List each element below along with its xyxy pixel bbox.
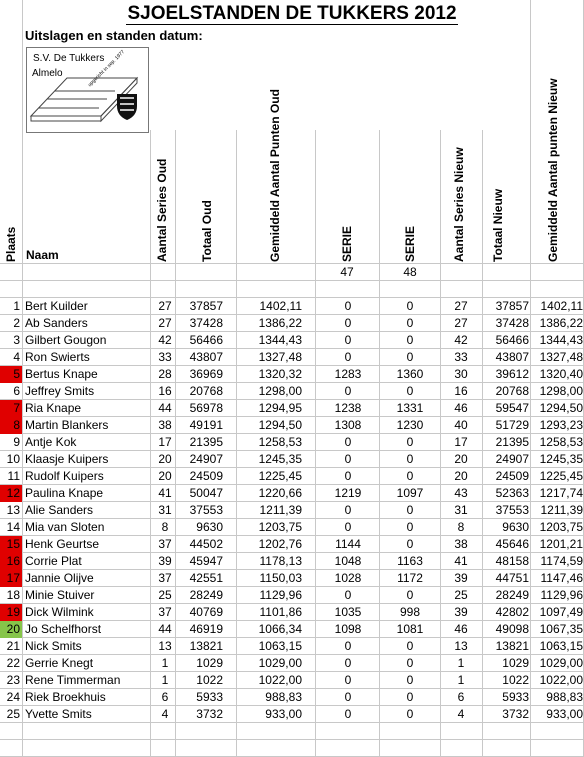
- cell-plaats: 21: [6, 639, 20, 653]
- cell-series-oud: 31: [158, 503, 172, 517]
- cell-series-oud: 44: [158, 622, 172, 636]
- cell-series-oud: 1: [161, 673, 169, 687]
- cell-naam: Yvette Smits: [25, 707, 92, 721]
- cell-totaal-oud: 37553: [189, 503, 223, 517]
- cell-serie-48: 0: [406, 350, 414, 364]
- cell-totaal-nieuw: 28249: [495, 588, 529, 602]
- table-row: [0, 587, 584, 604]
- cell-gem-oud: 1211,39: [259, 503, 302, 517]
- table-row: [0, 655, 584, 672]
- cell-serie-47: 1048: [334, 554, 362, 568]
- cell-serie-47: 0: [344, 639, 352, 653]
- table-row: [0, 502, 584, 519]
- cell-gem-nieuw: 1225,45: [539, 469, 583, 483]
- cell-serie-47: 1238: [334, 401, 362, 415]
- cell-serie-47: 0: [344, 520, 352, 534]
- cell-gem-nieuw: 1327,48: [539, 350, 583, 364]
- cell-totaal-oud: 40769: [189, 605, 223, 619]
- table-row: [0, 366, 584, 383]
- cell-serie-48: 1097: [396, 486, 424, 500]
- cell-series-nieuw: 38: [454, 537, 468, 551]
- cell-serie-47: 0: [344, 469, 352, 483]
- table-row: [0, 638, 584, 655]
- table-row: [0, 519, 584, 536]
- cell-serie-47: 0: [344, 673, 352, 687]
- cell-serie-47: 0: [344, 690, 352, 704]
- cell-plaats: 23: [6, 673, 20, 687]
- cell-series-oud: 37: [158, 605, 172, 619]
- cell-series-nieuw: 1: [457, 673, 465, 687]
- cell-series-nieuw: 46: [454, 622, 468, 636]
- sheet-title: SJOELSTANDEN DE TUKKERS 2012: [127, 3, 457, 24]
- cell-gem-oud: 1344,43: [258, 333, 302, 347]
- cell-naam: Riek Broekhuis: [25, 690, 106, 704]
- serie-number-47: 47: [340, 265, 354, 279]
- cell-serie-48: 0: [406, 435, 414, 449]
- table-row: [0, 604, 584, 621]
- cell-plaats: 10: [6, 452, 20, 466]
- cell-series-oud: 1: [161, 656, 169, 670]
- cell-totaal-oud: 45947: [189, 554, 223, 568]
- cell-naam: Jeffrey Smits: [25, 384, 95, 398]
- cell-series-nieuw: 17: [454, 435, 468, 449]
- cell-serie-48: 0: [406, 299, 414, 313]
- cell-naam: Bertus Knape: [25, 367, 98, 381]
- cell-series-oud: 27: [158, 316, 172, 330]
- cell-naam: Jo Schelfhorst: [25, 622, 102, 636]
- cell-series-oud: 25: [158, 588, 172, 602]
- cell-serie-47: 0: [344, 333, 352, 347]
- cell-serie-47: 0: [344, 707, 352, 721]
- cell-series-oud: 41: [158, 486, 172, 500]
- cell-totaal-nieuw: 1029: [502, 656, 529, 670]
- table-row: [0, 536, 584, 553]
- cell-naam: Antje Kok: [25, 435, 77, 449]
- cell-plaats: 11: [7, 469, 20, 483]
- cell-series-oud: 42: [158, 333, 172, 347]
- table-row: [0, 349, 584, 366]
- cell-serie-48: 0: [406, 537, 414, 551]
- cell-serie-48: 0: [406, 639, 414, 653]
- cell-totaal-nieuw: 1022: [502, 673, 529, 687]
- cell-totaal-oud: 43807: [189, 350, 223, 364]
- logo-city: Almelo: [32, 68, 63, 79]
- cell-serie-48: 0: [406, 690, 414, 704]
- date-label: Uitslagen en standen datum:: [25, 28, 203, 43]
- table-row: [0, 315, 584, 332]
- cell-series-nieuw: 20: [454, 452, 468, 466]
- cell-totaal-oud: 21395: [189, 435, 223, 449]
- cell-serie-47: 1308: [334, 418, 362, 432]
- cell-totaal-oud: 44502: [189, 537, 223, 551]
- cell-plaats: 1: [13, 299, 20, 313]
- table-row: [0, 689, 584, 706]
- cell-gem-oud: 1320,32: [258, 367, 302, 381]
- header-plaats: Plaats: [4, 226, 18, 262]
- cell-totaal-oud: 56466: [189, 333, 223, 347]
- cell-gem-oud: 1063,15: [258, 639, 302, 653]
- cell-serie-48: 1163: [397, 554, 423, 568]
- cell-totaal-nieuw: 13821: [495, 639, 529, 653]
- cell-naam: Rene Timmerman: [25, 673, 121, 687]
- cell-plaats: 7: [0, 400, 22, 417]
- cell-plaats: 4: [13, 350, 20, 364]
- cell-gem-oud: 1066,34: [258, 622, 302, 636]
- header-series-nieuw: Aantal Series Nieuw: [452, 147, 466, 262]
- cell-series-oud: 39: [158, 554, 172, 568]
- cell-totaal-oud: 1029: [196, 656, 223, 670]
- cell-gem-nieuw: 1402,11: [540, 299, 583, 313]
- cell-gem-nieuw: 988,83: [546, 690, 583, 704]
- cell-plaats: 3: [13, 333, 20, 347]
- cell-totaal-oud: 37428: [189, 316, 223, 330]
- cell-totaal-nieuw: 51729: [495, 418, 529, 432]
- cell-totaal-oud: 49191: [189, 418, 223, 432]
- cell-totaal-oud: 36969: [189, 367, 223, 381]
- cell-series-nieuw: 39: [454, 571, 468, 585]
- cell-serie-48: 0: [406, 333, 414, 347]
- cell-totaal-oud: 13821: [189, 639, 223, 653]
- cell-plaats: 6: [13, 384, 20, 398]
- cell-plaats: 13: [6, 503, 20, 517]
- cell-serie-48: 1230: [396, 418, 424, 432]
- cell-totaal-oud: 42551: [189, 571, 223, 585]
- cell-naam: Mia van Sloten: [25, 520, 105, 534]
- cell-totaal-oud: 3732: [196, 707, 223, 721]
- cell-serie-48: 0: [406, 452, 414, 466]
- cell-serie-48: 1081: [396, 622, 424, 636]
- cell-series-nieuw: 41: [454, 554, 468, 568]
- cell-naam: Henk Geurtse: [25, 537, 100, 551]
- header-serie-47: SERIE: [340, 225, 354, 262]
- cell-series-oud: 16: [158, 384, 172, 398]
- cell-gem-nieuw: 1211,39: [540, 503, 583, 517]
- cell-plaats: 16: [0, 553, 22, 570]
- cell-gem-oud: 1258,53: [258, 435, 302, 449]
- cell-gem-nieuw: 1258,53: [539, 435, 583, 449]
- cell-naam: Dick Wilmink: [25, 605, 94, 619]
- cell-gem-nieuw: 1298,00: [539, 384, 583, 398]
- cell-series-nieuw: 27: [454, 316, 468, 330]
- table-row: [0, 298, 584, 315]
- cell-gem-oud: 1101,86: [259, 605, 302, 619]
- cell-naam: Ron Swierts: [25, 350, 90, 364]
- cell-totaal-nieuw: 21395: [495, 435, 529, 449]
- table-row: [0, 417, 584, 434]
- cell-plaats: 19: [0, 604, 22, 621]
- cell-totaal-nieuw: 48158: [495, 554, 529, 568]
- header-naam: Naam: [26, 248, 59, 262]
- cell-totaal-nieuw: 20768: [495, 384, 529, 398]
- table-row: [0, 332, 584, 349]
- cell-totaal-nieuw: 43807: [495, 350, 529, 364]
- table-row: [0, 383, 584, 400]
- cell-serie-48: 0: [406, 520, 414, 534]
- header-series-oud: Aantal Series Oud: [155, 158, 169, 262]
- cell-series-nieuw: 20: [454, 469, 468, 483]
- cell-totaal-nieuw: 59547: [495, 401, 529, 415]
- cell-gem-oud: 1294,95: [258, 401, 302, 415]
- cell-gem-nieuw: 1245,35: [539, 452, 583, 466]
- cell-serie-48: 998: [399, 605, 421, 619]
- table-row: [0, 672, 584, 689]
- cell-totaal-nieuw: 5933: [502, 690, 529, 704]
- cell-totaal-nieuw: 24509: [495, 469, 529, 483]
- cell-series-nieuw: 33: [454, 350, 468, 364]
- cell-series-nieuw: 43: [454, 486, 468, 500]
- cell-series-nieuw: 27: [454, 299, 468, 313]
- cell-gem-oud: 1298,00: [258, 384, 302, 398]
- table-row: [0, 570, 584, 587]
- cell-totaal-nieuw: 42802: [495, 605, 529, 619]
- cell-series-nieuw: 42: [454, 333, 468, 347]
- cell-series-nieuw: 25: [454, 588, 468, 602]
- cell-serie-48: 0: [406, 588, 414, 602]
- cell-series-oud: 37: [158, 537, 172, 551]
- cell-naam: Corrie Plat: [25, 554, 82, 568]
- cell-series-oud: 33: [158, 350, 172, 364]
- cell-naam: Gerrie Knegt: [25, 656, 94, 670]
- cell-series-oud: 20: [158, 452, 172, 466]
- table-row: [0, 451, 584, 468]
- cell-gem-nieuw: 1201,21: [539, 537, 583, 551]
- cell-series-nieuw: 8: [457, 520, 465, 534]
- cell-serie-47: 1219: [334, 486, 362, 500]
- club-logo: [26, 47, 149, 133]
- cell-serie-48: 1360: [396, 367, 424, 381]
- cell-naam: Martin Blankers: [25, 418, 109, 432]
- cell-naam: Paulina Knape: [25, 486, 104, 500]
- cell-gem-oud: 1402,11: [259, 299, 302, 313]
- cell-gem-nieuw: 1022,00: [539, 673, 583, 687]
- cell-gem-nieuw: 1386,22: [539, 316, 583, 330]
- cell-totaal-oud: 28249: [189, 588, 223, 602]
- cell-serie-47: 0: [344, 316, 352, 330]
- table-row: [0, 400, 584, 417]
- cell-series-oud: 8: [161, 520, 169, 534]
- cell-gem-oud: 1202,76: [258, 537, 302, 551]
- cell-totaal-nieuw: 49098: [495, 622, 529, 636]
- cell-totaal-nieuw: 3732: [502, 707, 529, 721]
- cell-series-nieuw: 4: [457, 707, 465, 721]
- cell-totaal-nieuw: 44751: [495, 571, 529, 585]
- cell-gem-nieuw: 1320,40: [539, 367, 583, 381]
- table-row: [0, 621, 584, 638]
- cell-totaal-nieuw: 9630: [502, 520, 529, 534]
- cell-gem-nieuw: 1063,15: [539, 639, 583, 653]
- cell-plaats: 18: [6, 588, 20, 602]
- cell-gem-nieuw: 1217,74: [539, 486, 583, 500]
- cell-plaats: 24: [6, 690, 20, 704]
- cell-series-oud: 37: [158, 571, 172, 585]
- cell-totaal-oud: 24509: [189, 469, 223, 483]
- cell-gem-oud: 1022,00: [258, 673, 302, 687]
- cell-gem-oud: 1294,50: [258, 418, 302, 432]
- cell-naam: Klaasje Kuipers: [25, 452, 109, 466]
- cell-serie-48: 0: [406, 316, 414, 330]
- header-totaal-nieuw: Totaal Nieuw: [491, 188, 505, 262]
- cell-series-nieuw: 13: [454, 639, 468, 653]
- table-row: [0, 485, 584, 502]
- cell-series-oud: 28: [158, 367, 172, 381]
- cell-series-nieuw: 46: [454, 401, 468, 415]
- cell-series-oud: 4: [161, 707, 169, 721]
- cell-serie-48: 0: [406, 656, 414, 670]
- cell-serie-48: 1172: [397, 571, 423, 585]
- cell-totaal-oud: 20768: [189, 384, 223, 398]
- cell-serie-48: 0: [406, 707, 414, 721]
- cell-naam: Bert Kuilder: [25, 299, 88, 313]
- cell-gem-oud: 1327,48: [258, 350, 302, 364]
- cell-serie-48: 0: [406, 503, 414, 517]
- cell-series-oud: 38: [158, 418, 172, 432]
- cell-totaal-nieuw: 37553: [495, 503, 529, 517]
- cell-totaal-oud: 1022: [196, 673, 223, 687]
- table-row: [0, 706, 584, 723]
- cell-serie-47: 0: [344, 656, 352, 670]
- cell-totaal-nieuw: 56466: [495, 333, 529, 347]
- cell-serie-48: 0: [406, 469, 414, 483]
- cell-gem-nieuw: 1129,96: [540, 588, 583, 602]
- cell-gem-nieuw: 1294,50: [539, 401, 583, 415]
- cell-totaal-nieuw: 37857: [495, 299, 529, 313]
- cell-totaal-nieuw: 52363: [495, 486, 529, 500]
- cell-gem-oud: 1220,66: [258, 486, 302, 500]
- cell-gem-nieuw: 1203,75: [539, 520, 583, 534]
- cell-totaal-oud: 56978: [189, 401, 223, 415]
- cell-serie-48: 1331: [396, 401, 424, 415]
- cell-gem-nieuw: 1147,46: [540, 571, 583, 585]
- cell-series-nieuw: 40: [454, 418, 468, 432]
- cell-series-nieuw: 39: [454, 605, 468, 619]
- cell-gem-nieuw: 933,00: [546, 707, 583, 721]
- cell-series-nieuw: 1: [457, 656, 465, 670]
- cell-totaal-nieuw: 37428: [495, 316, 529, 330]
- cell-series-oud: 6: [161, 690, 169, 704]
- cell-serie-47: 0: [344, 435, 352, 449]
- cell-naam: Jannie Olijve: [25, 571, 94, 585]
- cell-gem-oud: 1225,45: [258, 469, 302, 483]
- cell-naam: Nick Smits: [25, 639, 82, 653]
- cell-series-nieuw: 30: [454, 367, 468, 381]
- cell-plaats: 20: [0, 621, 22, 638]
- cell-plaats: 9: [13, 435, 20, 449]
- cell-gem-oud: 1245,35: [258, 452, 302, 466]
- cell-totaal-nieuw: 45646: [495, 537, 529, 551]
- cell-serie-47: 1035: [334, 605, 362, 619]
- cell-gem-oud: 1029,00: [258, 656, 302, 670]
- cell-series-nieuw: 16: [454, 384, 468, 398]
- cell-totaal-nieuw: 39612: [495, 367, 529, 381]
- serie-number-48: 48: [403, 265, 417, 279]
- cell-gem-nieuw: 1029,00: [539, 656, 583, 670]
- cell-totaal-oud: 24907: [189, 452, 223, 466]
- cell-gem-oud: 1178,13: [259, 554, 302, 568]
- cell-serie-47: 1144: [335, 537, 361, 551]
- cell-totaal-oud: 37857: [189, 299, 223, 313]
- cell-series-nieuw: 6: [457, 690, 465, 704]
- cell-gem-nieuw: 1067,35: [539, 622, 583, 636]
- cell-naam: Alie Sanders: [25, 503, 94, 517]
- cell-naam: Gilbert Gougon: [25, 333, 107, 347]
- cell-plaats: 22: [6, 656, 20, 670]
- cell-series-oud: 20: [158, 469, 172, 483]
- cell-series-oud: 27: [158, 299, 172, 313]
- cell-serie-47: 1283: [334, 367, 362, 381]
- header-gem-oud: Gemiddeld Aantal Punten Oud: [268, 89, 282, 262]
- cell-naam: Ria Knape: [25, 401, 82, 415]
- cell-serie-47: 0: [344, 384, 352, 398]
- cell-series-oud: 17: [158, 435, 172, 449]
- cell-totaal-nieuw: 24907: [495, 452, 529, 466]
- cell-gem-oud: 988,83: [265, 690, 302, 704]
- table-row: [0, 553, 584, 570]
- cell-gem-nieuw: 1293,23: [539, 418, 583, 432]
- header-serie-48: SERIE: [403, 225, 417, 262]
- table-row: [0, 468, 584, 485]
- cell-serie-48: 0: [406, 673, 414, 687]
- cell-serie-47: 0: [344, 588, 352, 602]
- cell-serie-47: 0: [344, 350, 352, 364]
- cell-gem-oud: 1386,22: [258, 316, 302, 330]
- header-gem-nieuw: Gemiddeld Aantal punten Nieuw: [546, 78, 560, 262]
- cell-serie-47: 0: [344, 452, 352, 466]
- cell-gem-oud: 1129,96: [259, 588, 302, 602]
- cell-plaats: 14: [6, 520, 20, 534]
- cell-naam: Minie Stuiver: [25, 588, 95, 602]
- cell-gem-nieuw: 1174,59: [540, 554, 583, 568]
- header-totaal-oud: Totaal Oud: [200, 200, 214, 262]
- cell-totaal-oud: 5933: [196, 690, 223, 704]
- cell-series-nieuw: 31: [454, 503, 468, 517]
- cell-serie-47: 1098: [334, 622, 362, 636]
- cell-totaal-oud: 50047: [189, 486, 223, 500]
- cell-gem-oud: 933,00: [265, 707, 302, 721]
- coat-of-arms-icon: [117, 94, 137, 120]
- cell-plaats: 17: [0, 570, 22, 587]
- cell-serie-47: 0: [344, 299, 352, 313]
- cell-plaats: 5: [0, 366, 22, 383]
- cell-serie-47: 1028: [334, 571, 362, 585]
- cell-gem-nieuw: 1344,43: [539, 333, 583, 347]
- cell-serie-47: 0: [344, 503, 352, 517]
- cell-gem-nieuw: 1097,49: [539, 605, 583, 619]
- cell-naam: Ab Sanders: [25, 316, 88, 330]
- cell-gem-oud: 1203,75: [258, 520, 302, 534]
- cell-plaats: 2: [13, 316, 20, 330]
- cell-series-oud: 13: [158, 639, 172, 653]
- logo-founded: opgericht in sep. 1977: [87, 49, 127, 89]
- logo-club-name: S.V. De Tukkers: [33, 53, 105, 64]
- cell-plaats: 8: [0, 417, 22, 434]
- cell-totaal-oud: 46919: [189, 622, 223, 636]
- cell-naam: Rudolf Kuipers: [25, 469, 104, 483]
- cell-series-oud: 44: [158, 401, 172, 415]
- cell-plaats: 25: [6, 707, 20, 721]
- cell-plaats: 15: [0, 536, 22, 553]
- cell-totaal-oud: 9630: [196, 520, 223, 534]
- cell-plaats: 12: [0, 485, 22, 502]
- cell-serie-48: 0: [406, 384, 414, 398]
- cell-gem-oud: 1150,03: [259, 571, 302, 585]
- table-row: [0, 434, 584, 451]
